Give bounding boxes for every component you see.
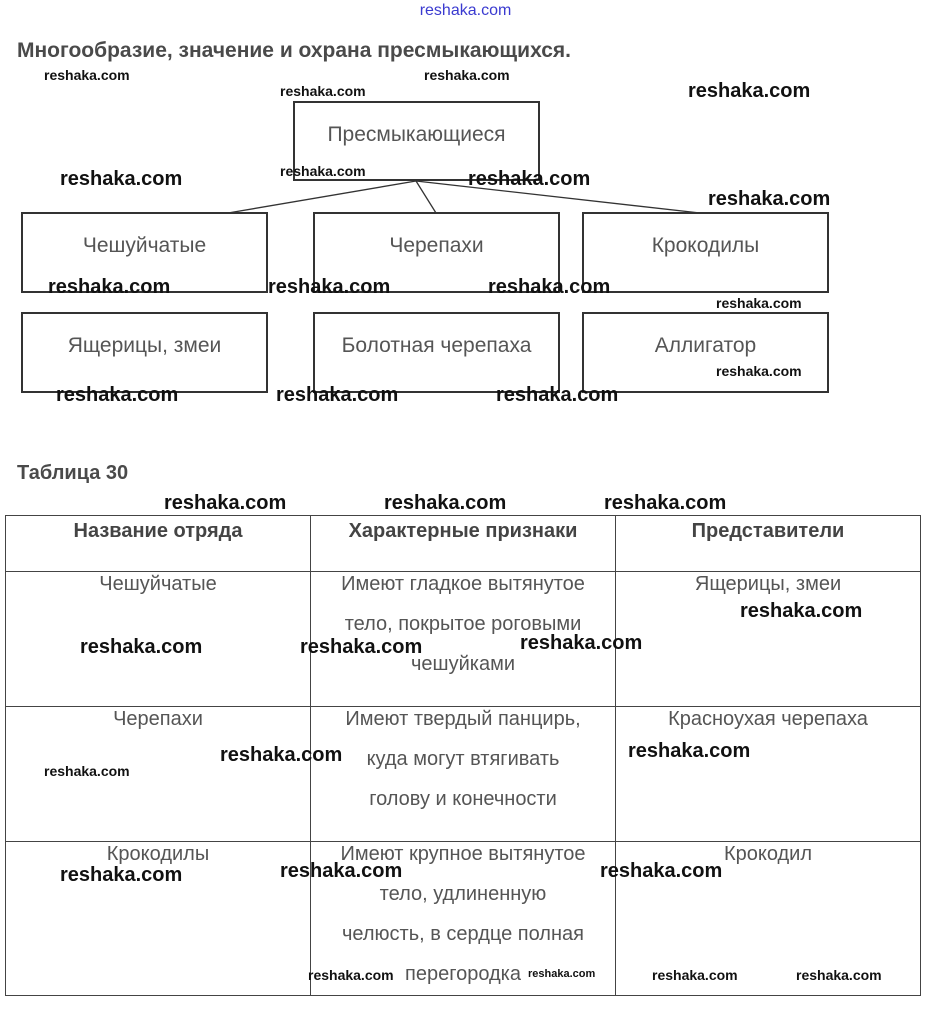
cell-representatives: Ящерицы, змеи (616, 572, 921, 707)
example-box-lizards (21, 312, 268, 393)
watermark: reshaka.com (80, 636, 203, 658)
cell-representatives: Крокодил (616, 842, 921, 996)
watermark: reshaka.com (708, 188, 831, 210)
example-box-pond-turtle (313, 312, 560, 393)
watermark: reshaka.com (716, 295, 802, 311)
watermark: reshaka.com (424, 67, 510, 83)
watermark: reshaka.com (44, 67, 130, 83)
watermark: reshaka.com (468, 168, 591, 190)
watermark: reshaka.com (60, 864, 183, 886)
feature-line: челюсть, в сердце полная (342, 923, 584, 945)
cell-order: Чешуйчатые (6, 572, 311, 707)
watermark: reshaka.com (520, 632, 643, 654)
watermark: reshaka.com (280, 163, 366, 179)
watermark: reshaka.com (60, 168, 183, 190)
group-box-crocodiles (582, 212, 829, 293)
group-label: Крокодилы (651, 234, 760, 257)
table-caption: Таблица 30 (17, 462, 129, 484)
watermark: reshaka.com (688, 80, 811, 102)
watermark: reshaka.com (44, 763, 130, 779)
connector-scaled (228, 181, 416, 213)
table-row (6, 707, 921, 842)
watermark: reshaka.com (528, 968, 596, 980)
watermark: reshaka.com (740, 600, 863, 622)
cell-features (311, 707, 616, 842)
watermark: reshaka.com (604, 492, 727, 514)
watermark: reshaka.com (280, 83, 366, 99)
watermark: reshaka.com (220, 744, 343, 766)
feature-line: Имеют гладкое вытянутое (341, 573, 585, 595)
watermark: reshaka.com (488, 276, 611, 298)
feature-line: чешуйками (411, 653, 515, 675)
watermark: reshaka.com (496, 384, 619, 406)
example-box-alligator (582, 312, 829, 393)
watermark: reshaka.com (716, 363, 802, 379)
example-label: Аллигатор (654, 334, 757, 357)
site-link[interactable]: reshaka.com (419, 2, 512, 19)
watermark: reshaka.com (384, 492, 507, 514)
group-label: Чешуйчатые (82, 234, 207, 257)
example-label: Ящерицы, змеи (67, 334, 222, 357)
watermark: reshaka.com (268, 276, 391, 298)
header-order-name: Название отряда (6, 516, 311, 572)
watermark: reshaka.com (48, 276, 171, 298)
group-label: Черепахи (389, 234, 484, 257)
feature-line: куда могут втягивать (366, 748, 560, 770)
example-label: Болотная черепаха (341, 334, 532, 357)
watermark: reshaka.com (300, 636, 423, 658)
feature-line: перегородка (405, 963, 521, 985)
feature-line: Имеют крупное вытянутое (340, 843, 586, 865)
connector-turtles (416, 181, 436, 213)
diagram-root-label: Пресмыкающиеся (327, 123, 506, 146)
cell-order: Черепахи (6, 707, 311, 842)
watermark: reshaka.com (628, 740, 751, 762)
watermark: reshaka.com (308, 967, 394, 983)
watermark: reshaka.com (276, 384, 399, 406)
feature-line: тело, покрытое роговыми (344, 613, 582, 635)
cell-representatives: Красноухая черепаха (616, 707, 921, 842)
watermark: reshaka.com (56, 384, 179, 406)
diagram-title: Многообразие, значение и охрана пресмыкающихся. (17, 39, 571, 62)
watermark: reshaka.com (652, 967, 738, 983)
watermark: reshaka.com (280, 860, 403, 882)
feature-line: Имеют твердый панцирь, (345, 708, 581, 730)
reptile-orders-table (5, 515, 921, 996)
header-features: Характерные признаки (311, 516, 616, 572)
watermark: reshaka.com (796, 967, 882, 983)
feature-line: голову и конечности (369, 788, 557, 810)
header-representatives: Представители (616, 516, 921, 572)
cell-order: Крокодилы (6, 842, 311, 996)
watermark: reshaka.com (600, 860, 723, 882)
watermark: reshaka.com (164, 492, 287, 514)
feature-line: тело, удлиненную (379, 883, 547, 905)
